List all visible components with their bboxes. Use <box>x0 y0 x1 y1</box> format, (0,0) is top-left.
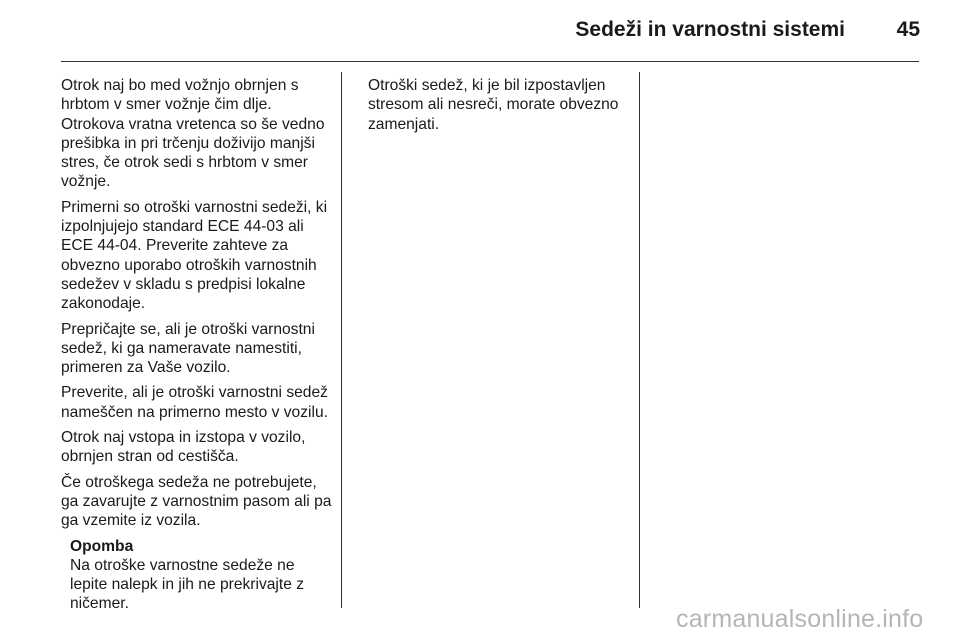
page-header-title: Sedeži in varnostni sistemi <box>575 18 845 41</box>
text-column-1 <box>61 76 333 614</box>
column-divider <box>639 72 640 608</box>
paragraph: Preverite, ali je otroški varnostni sedež nameščen na primerno mesto v vozilu. <box>61 384 328 421</box>
column-divider <box>341 72 342 608</box>
paragraph: Otrok naj vstopa in izstopa v vozilo, obrnjen stran od cestišča. <box>61 429 306 466</box>
header-rule <box>61 61 919 62</box>
note-text: Na otroške varnostne sedeže ne lepite nalepk in jih ne prekrivajte z ničemer. <box>70 556 305 613</box>
note-title: Opomba <box>70 537 134 555</box>
page-number: 45 <box>896 18 920 41</box>
paragraph: Če otroškega sedeža ne potrebujete, ga zavarujte z varnostnim pasom ali pa ga vzemite iz vozila. <box>61 473 332 530</box>
paragraph: Otroški sedež, ki je bil izpostavljen stresom ali nesreči, morate obvezno zamenjati. <box>368 77 619 133</box>
paragraph: Prepričajte se, ali je otroški varnostni sedež, ki ga nameravate namestiti, primeren za Vaše vozilo. <box>61 320 315 377</box>
text-column-2 <box>368 76 630 140</box>
watermark: carmanualsonline.info <box>676 605 924 633</box>
paragraph: Otrok naj bo med vožnjo obrnjen s hrbtom v smer vožnje čim dlje. Otrokova vratna vretenca so še vedno prešibka in pri trčenju doživijo manjši stres, če otrok sedi s hrbtom v smer vožnje. <box>61 77 325 191</box>
note-box <box>70 537 333 614</box>
paragraph: Primerni so otroški varnostni sedeži, ki izpolnjujejo standard ECE 44-03 ali ECE 44-04. Preverite zahteve za obvezno uporabo otroških varnostnih sedežev v skladu s predpisi lokalne zakonodaje. <box>61 198 328 313</box>
